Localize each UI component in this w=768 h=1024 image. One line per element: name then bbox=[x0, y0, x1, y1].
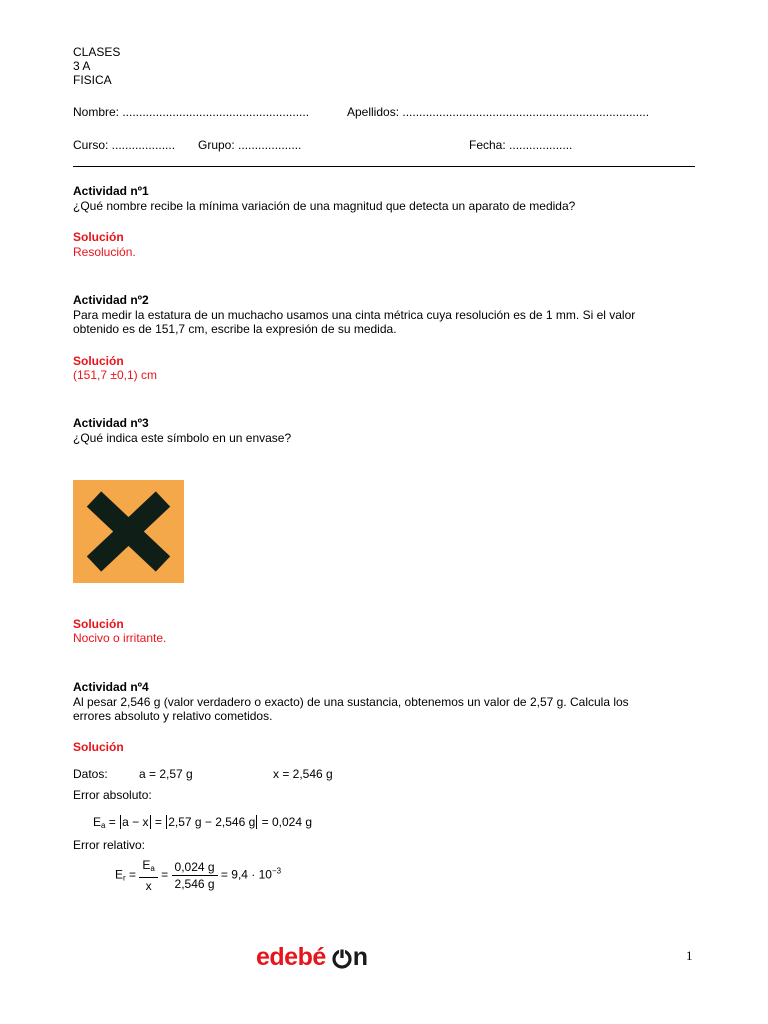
header-subject: FISICA bbox=[73, 73, 112, 87]
activity-1-solution: Resolución. bbox=[73, 245, 136, 259]
activity-3-solution: Nocivo o irritante. bbox=[73, 631, 167, 645]
activity-4-title: Actividad nº4 bbox=[73, 680, 149, 694]
er-symbol: E bbox=[115, 867, 124, 882]
error-relativo-label: Error relativo: bbox=[73, 838, 146, 852]
activity-3-solution-label: Solución bbox=[73, 617, 124, 631]
activity-2-solution: (151,7 ±0,1) cm bbox=[73, 368, 157, 382]
header-group: 3 A bbox=[73, 59, 91, 73]
harmful-irritant-x-icon bbox=[73, 480, 184, 583]
ea-subscript: a bbox=[101, 821, 106, 830]
activity-4-question-line1: Al pesar 2,546 g (valor verdadero o exacto) de una sustancia, obtenemos un valor de 2,57 g. Calcula los bbox=[73, 695, 629, 709]
grupo-field: Grupo: ................... bbox=[198, 138, 302, 152]
activity-1-question: ¿Qué nombre recibe la mínima variación de una magnitud que detecta un aparato de medida? bbox=[73, 199, 576, 213]
power-icon bbox=[331, 946, 353, 976]
absolute-error-formula: $E_a = a - x = 2,57$ g − 2,546 g = 0,024 g bbox=[93, 815, 313, 830]
activity-3-question: ¿Qué indica este símbolo en un envase? bbox=[73, 431, 292, 445]
header-class: CLASES bbox=[73, 45, 121, 59]
curso-field: Curso: ................... bbox=[73, 138, 176, 152]
activity-2-title: Actividad nº2 bbox=[73, 293, 149, 307]
abs-bar bbox=[150, 815, 151, 829]
abs-bar bbox=[256, 815, 257, 829]
activity-3-title: Actividad nº3 bbox=[73, 416, 149, 430]
er-subscript: r bbox=[123, 873, 126, 883]
ea-expression-2: 2,57 g − 2,546 g bbox=[168, 815, 256, 829]
fraction-values bbox=[172, 860, 218, 891]
abs-bar bbox=[120, 815, 121, 829]
nombre-field: Nombre: ........................................................ bbox=[73, 105, 310, 119]
activity-1-title: Actividad nº1 bbox=[73, 184, 149, 198]
datos-label: Datos: bbox=[73, 767, 108, 781]
activity-4-solution-label: Solución bbox=[73, 740, 124, 754]
logo-on: n bbox=[352, 943, 368, 971]
activity-4-question-line2: errores absoluto y relativo cometidos. bbox=[73, 709, 273, 723]
ea-symbol: E bbox=[93, 815, 102, 829]
frac1-numerator: E bbox=[142, 858, 151, 872]
error-absoluto-label: Error absoluto: bbox=[73, 788, 152, 802]
logo-brand: edebé bbox=[256, 943, 326, 971]
datos-x-value: x = 2,546 g bbox=[273, 767, 333, 781]
frac2-numerator: 0,024 g bbox=[172, 860, 218, 876]
apellidos-field: Apellidos: .......................................................................... bbox=[347, 105, 650, 119]
fecha-field: Fecha: ................... bbox=[469, 138, 573, 152]
header-divider bbox=[73, 166, 695, 167]
relative-error-formula: $E_r$ = $\frac{E_a}{x}$ = $\frac{0,024 g}{2,546 g}$ = $9,4 \cdot 10^{-3}$ bbox=[115, 858, 282, 893]
fraction-ea-over-x bbox=[139, 858, 157, 893]
er-result: = 9,4 · 10 bbox=[220, 867, 272, 882]
frac2-denominator: 2,546 g bbox=[174, 877, 215, 891]
er-exponent: −3 bbox=[271, 866, 282, 876]
activity-2-solution-label: Solución bbox=[73, 354, 124, 368]
ea-result: = 0,024 g bbox=[261, 815, 313, 829]
frac1-denominator: x bbox=[145, 879, 152, 893]
edebe-on-logo bbox=[256, 942, 368, 976]
activity-2-question-line1: Para medir la estatura de un muchacho usamos una cinta métrica cuya resolución es de 1 mm. Si el valor bbox=[73, 308, 636, 322]
activity-1-solution-label: Solución bbox=[73, 230, 124, 244]
frac1-numerator-sub: a bbox=[150, 864, 155, 873]
ea-expression-1: a − x bbox=[122, 815, 149, 829]
activity-2-question-line2: obtenido es de 151,7 cm, escribe la expresión de su medida. bbox=[73, 322, 397, 336]
page-number: 1 bbox=[686, 948, 693, 963]
datos-a-value: a = 2,57 g bbox=[139, 767, 193, 781]
